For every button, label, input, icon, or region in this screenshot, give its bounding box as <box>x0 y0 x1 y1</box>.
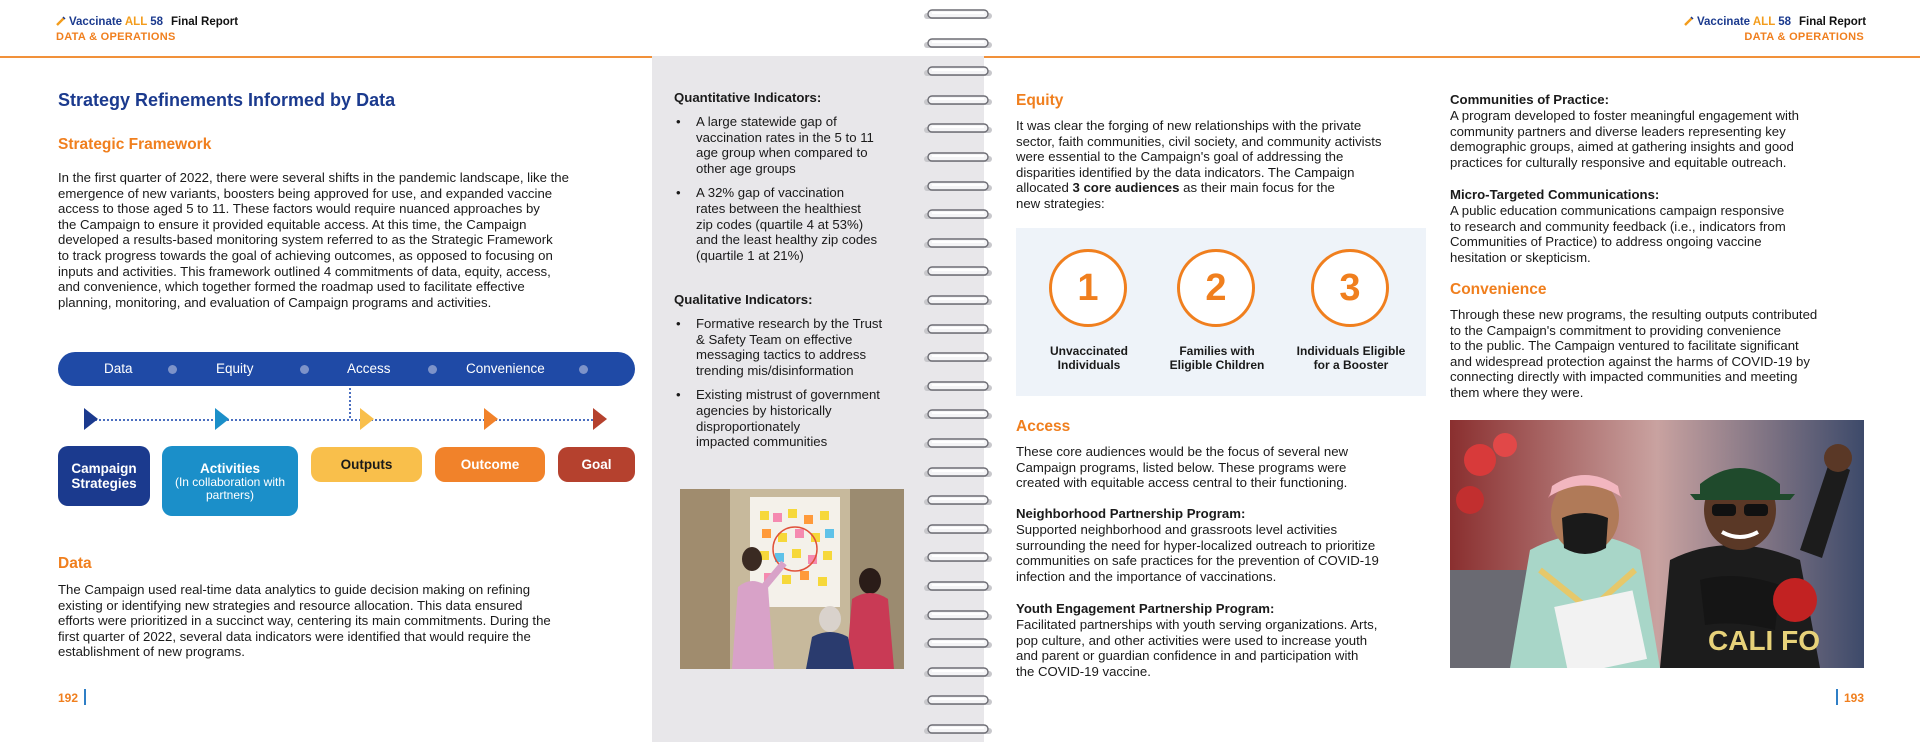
access-heading: Access <box>1016 418 1071 435</box>
bar-dot <box>300 365 309 374</box>
bar-label-access: Access <box>347 361 391 376</box>
text-line: them where they were. <box>1450 384 1584 400</box>
text-line: In the first quarter of 2022, there were several shifts in the pandemic landscape, like the <box>58 170 569 185</box>
report-title: Final Report <box>171 16 239 28</box>
audience-caption-3 <box>1286 344 1416 372</box>
qual-heading: Qualitative Indicators: <box>674 292 813 307</box>
list-item-line: (quartile 1 at 21%) <box>696 247 804 263</box>
list-item-line: vaccination rates in the 5 to 11 <box>696 129 874 145</box>
spiral-ring <box>924 65 992 77</box>
text-line: created with equitable access central to their functioning. <box>1016 475 1348 491</box>
text-line: demographic groups, aimed at gathering insights and good <box>1450 139 1794 155</box>
bar-dot <box>579 365 588 374</box>
text-line: Facilitated partnerships with youth serving organizations. Arts, <box>1016 617 1378 632</box>
box-label: Outcome <box>460 457 520 472</box>
box-activities <box>162 446 298 516</box>
community-photo <box>1450 420 1864 668</box>
spiral-ring <box>924 523 992 535</box>
audience-number-3: 3 <box>1311 249 1389 327</box>
spiral-ring <box>924 694 992 706</box>
box-outcome <box>435 447 545 482</box>
box-label: Activities <box>199 460 261 476</box>
arrow-marker-blue <box>215 408 229 430</box>
text-run: as their main focus for the <box>1179 180 1335 196</box>
section-label: DATA & OPERATIONS <box>1744 31 1864 43</box>
text-line: existing or identifying new strategies and resource allocation. This data ensured <box>58 597 523 613</box>
spiral-ring <box>924 580 992 592</box>
bar-label-data: Data <box>104 361 133 376</box>
list-item-line: messaging tactics to address <box>696 347 867 363</box>
text-line: inputs and activities. This framework outlined 4 commitments of data, equity, access, <box>58 263 551 279</box>
page-number-bar <box>84 689 86 705</box>
text-line: Campaign programs, listed below. These programs were <box>1016 459 1347 475</box>
text-line: hesitation or skepticism. <box>1450 249 1591 265</box>
spiral-ring <box>924 351 992 363</box>
spiral-ring <box>924 122 992 134</box>
jacket-lettering: CALI FO <box>1708 625 1820 656</box>
text-line: emergence of new variants, boosters being approved for use, and expanded vaccine <box>58 185 553 201</box>
text-line: pop culture, and other activities were used to increase youth <box>1016 632 1368 648</box>
spiral-ring <box>924 294 992 306</box>
list-item-line: zip codes (quartile 4 at 53%) <box>696 216 864 232</box>
text-line: practices for culturally responsive and equitable outreach. <box>1450 154 1787 170</box>
list-item-line: • Formative research by the Trust <box>696 316 883 331</box>
spiral-ring <box>924 323 992 335</box>
spiral-ring <box>924 551 992 563</box>
arrow-marker-yellow <box>360 408 374 430</box>
spiral-ring <box>924 151 992 163</box>
box-goal <box>558 447 635 482</box>
equity-heading: Equity <box>1016 92 1064 109</box>
text-line: the Campaign to ensure it provided equitable access. At this time, the Campaign <box>58 216 527 232</box>
text-line: Supported neighborhood and grassroots level activities <box>1016 522 1338 537</box>
text-line: to research and community feedback (i.e., indicators from <box>1450 218 1786 234</box>
spiral-ring <box>924 180 992 192</box>
list-item-line: trending mis/disinformation <box>696 362 854 378</box>
quant-list <box>674 114 914 272</box>
spiral-ring <box>924 609 992 621</box>
bar-label-convenience: Convenience <box>466 361 545 376</box>
list-item-line: • Existing mistrust of government <box>696 387 880 403</box>
convenience-paragraph <box>1450 307 1870 401</box>
list-item <box>674 114 914 176</box>
mtc-paragraph <box>1450 203 1870 265</box>
syringe-icon <box>56 16 66 26</box>
text-line: were essential to the Campaign's goal of addressing the <box>1016 149 1344 165</box>
spiral-ring <box>924 408 992 420</box>
box-label: Goal <box>581 457 612 472</box>
cop-paragraph <box>1450 108 1870 170</box>
spiral-ring <box>924 380 992 392</box>
box-campaign-strategies <box>58 446 150 506</box>
text-line: A public education communications campaign responsive <box>1450 203 1785 218</box>
arrow-marker-orange <box>484 408 498 430</box>
text-line: and parent or guardian confidence in and participation with <box>1016 648 1359 664</box>
text-line: the COVID-19 vaccine. <box>1016 663 1151 679</box>
framework-paragraph <box>58 170 648 310</box>
list-item-line: disproportionately <box>696 418 801 434</box>
mtc-heading: Micro-Targeted Communications: <box>1450 187 1660 202</box>
brand-number: 58 <box>150 16 164 28</box>
framework-heading: Strategic Framework <box>58 136 212 153</box>
spiral-binding <box>924 0 994 742</box>
quant-heading: Quantitative Indicators: <box>674 90 822 105</box>
text-line: It was clear the forging of new relationships with the private <box>1016 118 1362 133</box>
page-number-bar <box>1836 689 1838 705</box>
brand-prefix: Vaccinate <box>1697 16 1751 28</box>
text-line: and convenience, which together formed the roadmap used to facilitate effective <box>58 279 525 295</box>
box-label: Campaign <box>71 461 137 476</box>
box-outputs <box>311 447 422 482</box>
list-item-line: & Safety Team on effective <box>696 331 853 347</box>
box-note: (In collaboration with partners) <box>174 474 286 502</box>
qual-list <box>674 316 914 459</box>
right-header <box>1684 16 1867 43</box>
caption-line: Individuals Eligible <box>1296 344 1406 358</box>
box-label: Outputs <box>340 457 393 472</box>
spiral-ring <box>924 265 992 277</box>
audience-number-1: 1 <box>1049 249 1127 327</box>
spiral-ring <box>924 637 992 649</box>
spiral-ring <box>924 208 992 220</box>
text-line: first quarter of 2022, several data indicators were identified that would require the <box>58 628 531 644</box>
text-line: and widespread protection against the harms of COVID-19 by <box>1450 353 1810 369</box>
text-line: A program developed to foster meaningful engagement with <box>1450 108 1799 123</box>
workshop-photo-art <box>680 489 904 669</box>
spiral-ring <box>924 437 992 449</box>
yepp-paragraph <box>1016 617 1436 679</box>
header-rule-right <box>984 56 1920 58</box>
text-line: planning, monitoring, and evaluation of Campaign programs and activities. <box>58 294 492 310</box>
list-item-line: and the least healthy zip codes <box>696 232 878 248</box>
text-line: new strategies: <box>1016 195 1105 211</box>
data-heading: Data <box>58 555 92 572</box>
connector-vertical <box>349 388 351 418</box>
list-item-line: other age groups <box>696 160 796 176</box>
npp-paragraph <box>1016 522 1436 584</box>
list-item <box>674 185 914 263</box>
brand-prefix: Vaccinate <box>69 16 123 28</box>
box-label-2: Strategies <box>71 476 137 491</box>
text-line: disparities identified by the data indicators. The Campaign <box>1016 164 1355 180</box>
list-item-line: rates between the healthiest <box>696 200 861 216</box>
text-line: developed a results-based monitoring system referred to as the Strategic Framework <box>58 232 553 248</box>
spiral-ring <box>924 666 992 678</box>
npp-heading: Neighborhood Partnership Program: <box>1016 506 1246 521</box>
bar-label-equity: Equity <box>216 361 254 376</box>
audience-caption-2 <box>1152 344 1282 372</box>
text-line: access to those aged 5 to 11. These factors would require nuanced approaches by <box>58 201 540 217</box>
data-paragraph <box>58 582 648 660</box>
text-line: establishment of new programs. <box>58 644 245 660</box>
caption-line: Families with <box>1179 344 1255 358</box>
brand-all: ALL <box>124 16 148 28</box>
list-item-line: age group when compared to <box>696 145 868 161</box>
connector-horizontal <box>92 419 597 421</box>
spiral-ring <box>924 94 992 106</box>
list-item <box>674 387 914 449</box>
audience-caption-1 <box>1024 344 1154 372</box>
core-audiences-emphasis: 3 core audiences <box>1072 180 1180 196</box>
list-item-line: impacted communities <box>696 434 828 450</box>
access-paragraph <box>1016 444 1436 491</box>
brand-line <box>1684 16 1867 28</box>
equity-paragraph <box>1016 118 1436 212</box>
bar-dot <box>168 365 177 374</box>
brand-number: 58 <box>1778 16 1792 28</box>
workshop-photo <box>680 489 904 669</box>
text-line: community partners and diverse leaders representing key <box>1450 123 1786 139</box>
text-line: to the Campaign's commitment to providing convenience <box>1450 322 1781 338</box>
spiral-ring <box>924 37 992 49</box>
text-run: allocated <box>1016 180 1073 196</box>
arrow-marker-navy <box>84 408 98 430</box>
caption-line: Individuals <box>1057 358 1121 372</box>
audience-number-2: 2 <box>1177 249 1255 327</box>
section-label: DATA & OPERATIONS <box>56 31 176 43</box>
spiral-ring <box>924 723 992 735</box>
yepp-heading: Youth Engagement Partnership Program: <box>1016 601 1275 616</box>
page-title: Strategy Refinements Informed by Data <box>58 90 396 110</box>
text-line: communities on safe practices for the prevention of COVID-19 <box>1016 553 1379 569</box>
convenience-heading: Convenience <box>1450 281 1547 298</box>
text-line: The Campaign used real-time data analytics to guide decision making on refining <box>58 582 531 597</box>
spiral-ring <box>924 466 992 478</box>
caption-line: Eligible Children <box>1169 358 1265 372</box>
text-line: These core audiences would be the focus of several new <box>1016 444 1349 459</box>
spiral-ring <box>924 8 992 20</box>
left-header <box>56 16 238 43</box>
spiral-ring <box>924 494 992 506</box>
syringe-icon <box>1684 16 1694 26</box>
report-title: Final Report <box>1799 16 1867 28</box>
text-line: surrounding the need for hyper-localized outreach to prioritize <box>1016 537 1376 553</box>
caption-line: Unvaccinated <box>1049 344 1129 358</box>
community-photo-art <box>1450 420 1864 668</box>
list-item <box>674 316 914 378</box>
text-line: to the public. The Campaign ventured to facilitate significant <box>1450 338 1799 354</box>
list-item-line: • A large statewide gap of <box>696 114 837 129</box>
list-item-line: agencies by historically <box>696 402 832 418</box>
caption-line: for a Booster <box>1313 358 1389 372</box>
text-line: infection and the importance of vaccinations. <box>1016 568 1277 584</box>
text-line: Through these new programs, the resulting outputs contributed <box>1450 307 1818 322</box>
spiral-ring <box>924 237 992 249</box>
page-number-left: 192 <box>58 691 79 705</box>
list-item-line: • A 32% gap of vaccination <box>696 185 845 201</box>
text-line: Communities of Practice) to address ongoing vaccine <box>1450 234 1762 250</box>
brand-all: ALL <box>1752 16 1776 28</box>
brand-line <box>56 16 238 28</box>
page-number-right: 193 <box>1844 691 1865 705</box>
text-line: efforts were prioritized in a succinct way, centering its main commitments. During the <box>58 613 551 629</box>
text-line: to track progress towards the goal of achieving outcomes, as opposed to focusing on <box>58 247 553 263</box>
arrow-marker-red <box>593 408 607 430</box>
text-line: connecting directly with impacted communities and meeting <box>1450 369 1798 385</box>
header-rule-left <box>0 56 652 58</box>
cop-heading: Communities of Practice: <box>1450 92 1610 107</box>
bar-dot <box>428 365 437 374</box>
text-line: sector, faith communities, civil society, and community activists <box>1016 133 1382 149</box>
text-line <box>1016 180 1436 196</box>
